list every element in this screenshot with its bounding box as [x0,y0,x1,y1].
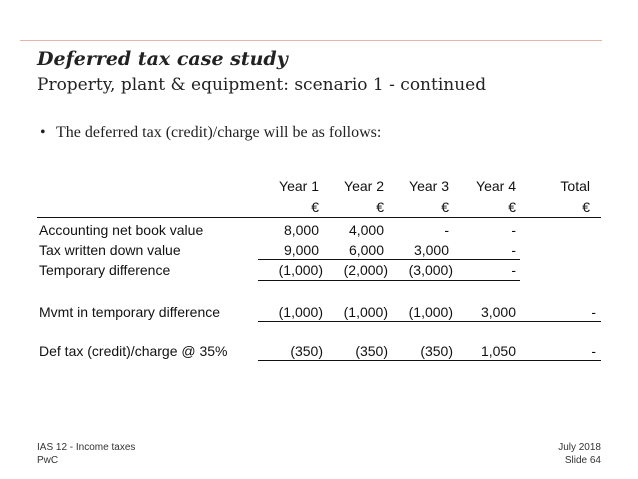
table-cell: (3,000) [408,262,453,278]
slide-subtitle: Property, plant & equipment: scenario 1 - continued [37,75,487,95]
table-cell: (1,000) [343,304,388,320]
subtotal-rule [258,259,520,260]
table-cell: (1,000) [278,262,323,278]
table-cell: 1,050 [480,343,516,359]
column-header-year-1: Year 1 [279,178,319,194]
table-cell: - [511,262,516,278]
table-cell: 6,000 [348,242,384,258]
row-label-tax-wdv: Tax written down value [39,242,181,258]
table-cell: (1,000) [278,304,323,320]
table-cell: - [591,343,596,359]
table-cell: (350) [355,343,388,359]
table-cell: (2,000) [343,262,388,278]
row-label-deferred-tax: Def tax (credit)/charge @ 35% [39,343,228,359]
row-label-temporary-difference: Temporary difference [39,262,171,278]
table-cell: 8,000 [283,222,319,238]
currency-year-1: € [311,199,319,215]
table-cell: - [444,222,449,238]
table-cell: 3,000 [413,242,449,258]
footer-slide-number: Slide 64 [564,455,601,466]
table-cell: - [511,242,516,258]
column-header-year-3: Year 3 [409,178,449,194]
row-label-movement: Mvmt in temporary difference [39,304,221,320]
table-cell: 4,000 [348,222,384,238]
row-label-accounting-nbv: Accounting net book value [39,222,204,238]
movement-rule [258,321,601,322]
column-header-year-4: Year 4 [476,178,516,194]
slide-title: Deferred tax case study [37,48,288,70]
currency-year-4: € [508,199,516,215]
table-cell: - [591,304,596,320]
table-cell: (350) [420,343,453,359]
footer-brand: PwC [37,455,59,466]
footer-date: July 2018 [558,442,601,453]
total-rule [258,280,520,281]
table-cell: 3,000 [480,304,516,320]
bullet-icon: • [40,124,46,141]
bullet-text: The deferred tax (credit)/charge will be as follows: [56,124,382,141]
table-cell: (1,000) [408,304,453,320]
table-cell: (350) [290,343,323,359]
table-cell: - [511,222,516,238]
currency-year-3: € [441,199,449,215]
table-cell: 9,000 [283,242,319,258]
deferred-tax-rule [258,360,601,361]
column-header-total: Total [560,178,590,194]
column-header-year-2: Year 2 [344,178,384,194]
header-separator [37,217,601,218]
currency-total: € [582,199,590,215]
currency-year-2: € [376,199,384,215]
footer-topic: IAS 12 - Income taxes [37,442,136,453]
